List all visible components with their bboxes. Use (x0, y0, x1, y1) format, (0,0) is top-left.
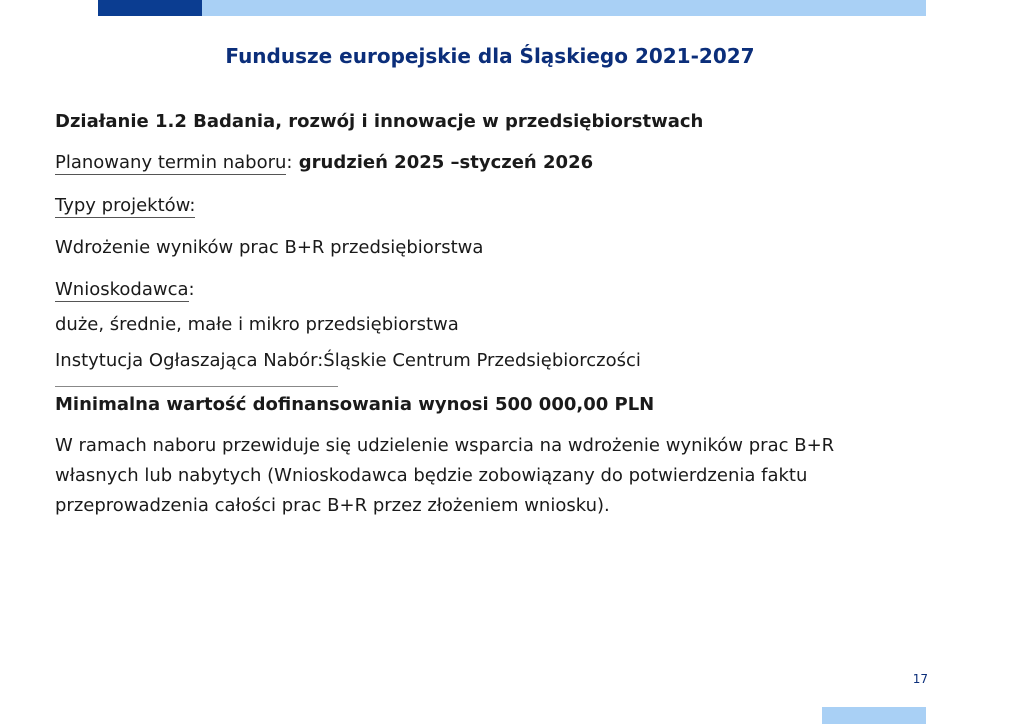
project-types-label: Typy projektów: (55, 195, 196, 216)
description-paragraph: W ramach naboru przewiduje się udzielenie wsparcia na wdrożenie wyników prac B+R własnych lub nabytych (Wnioskodawca będzie zobowiązany do potwierdzenia faktu przeprowadzenia całości prac B+R przez złożeniem wniosku). (55, 435, 835, 516)
bottom-accent-bar (822, 707, 926, 724)
action-heading: Działanie 1.2 Badania, rozwój i innowacje w przedsiębiorstwach (55, 111, 704, 132)
top-accent-bar-light (202, 0, 926, 16)
applicant-separator: : (188, 279, 195, 300)
schedule-value: grudzień 2025 –styczeń 2026 (292, 152, 594, 173)
schedule-label: Planowany termin naboru (55, 152, 287, 173)
applicant-value: duże, średnie, małe i mikro przedsiębiorstwa (55, 314, 459, 335)
top-accent-bar-dark (98, 0, 202, 16)
applicant-label-line (55, 278, 195, 302)
min-funding-line: Minimalna wartość dofinansowania wynosi 500 000,00 PLN (55, 394, 655, 415)
page-number: 17 (912, 672, 928, 686)
divider (55, 386, 338, 387)
schedule-line (55, 151, 593, 175)
institution-line: Instytucja Ogłaszająca Nabór:Śląskie Centrum Przedsiębiorczości (55, 350, 641, 371)
applicant-label: Wnioskodawca (55, 279, 189, 300)
project-types-label-line (55, 194, 195, 218)
page-title: Fundusze europejskie dla Śląskiego 2021-2027 (225, 44, 755, 68)
schedule-separator: : (286, 152, 293, 173)
project-types-value: Wdrożenie wyników prac B+R przedsiębiorstwa (55, 237, 484, 258)
